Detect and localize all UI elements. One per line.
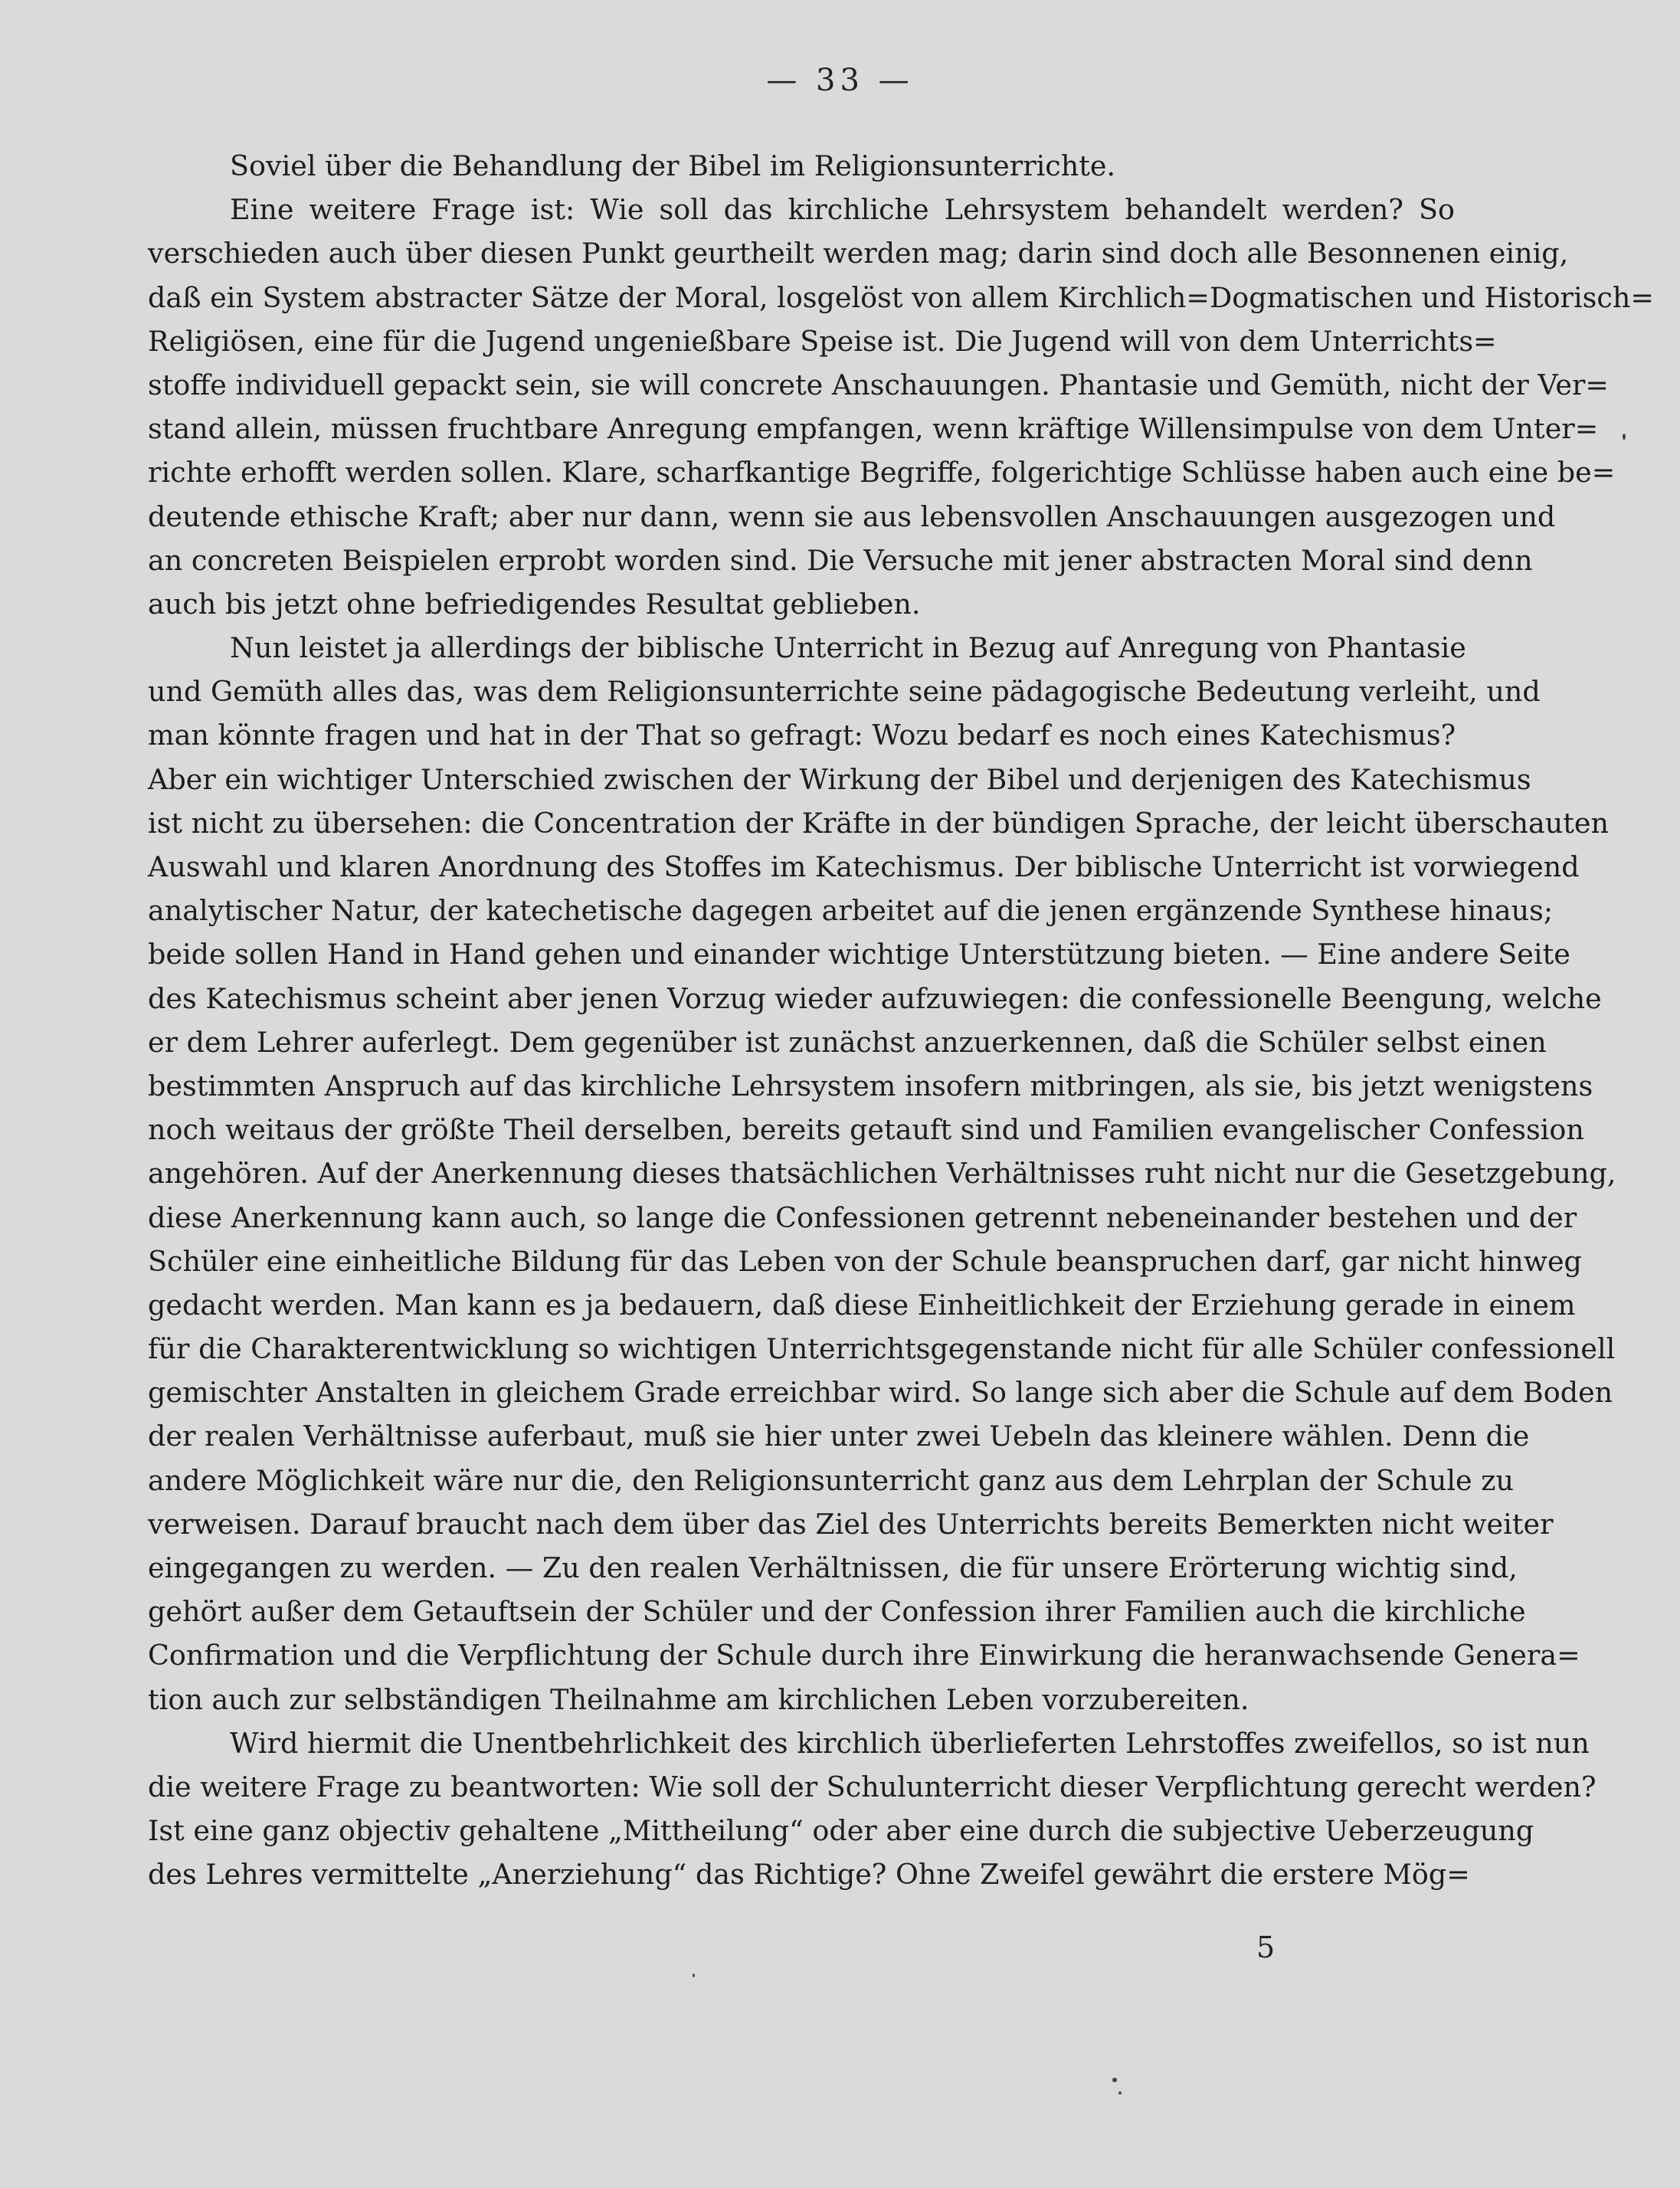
text-line: gemischter Anstalten in gleichem Grade erreichbar wird. So lange sich aber die Schule auf dem Boden — [148, 1376, 1613, 1410]
text-line: stand allein, müssen fruchtbare Anregung empfangen, wenn kräftige Willensimpulse von dem Unter= — [148, 412, 1599, 446]
text-line: Confirmation und die Verpflichtung der Schule durch ihre Einwirkung die heranwachsende Genera= — [148, 1639, 1580, 1672]
text-line: angehören. Auf der Anerkennung dieses thatsächlichen Verhältnisses ruht nicht nur die Gesetzgebung, — [148, 1157, 1616, 1191]
text-line: der realen Verhältnisse auferbaut, muß sie hier unter zwei Uebeln das kleinere wählen. Denn die — [148, 1420, 1530, 1453]
text-line: andere Möglichkeit wäre nur die, den Religionsunterricht ganz aus dem Lehrplan der Schule zu — [148, 1463, 1514, 1497]
text-line: beide sollen Hand in Hand gehen und einander wichtige Unterstützung bieten. — Eine andere Seite — [148, 938, 1570, 971]
page-number: — 33 — — [766, 63, 914, 98]
paper-speck — [1623, 434, 1626, 440]
paper-speck — [1112, 2078, 1117, 2082]
text-line: des Lehres vermittelte „Anerziehung“ das Richtige? Ohne Zweifel gewährt die erstere Mög= — [148, 1858, 1470, 1892]
text-line: Ist eine ganz objectiv gehaltene „Mittheilung“ oder aber eine durch die subjective Ueberzeugung — [148, 1814, 1534, 1848]
text-line: Aber ein wichtiger Unterschied zwischen der Wirkung der Bibel und derjenigen des Katechismus — [148, 762, 1531, 796]
text-line: für die Charakterentwicklung so wichtigen Unterrichtsgegenstande nicht für alle Schüler confessionell — [148, 1332, 1616, 1366]
paper-speck — [693, 1973, 695, 1977]
text-line: gehört außer dem Getauftsein der Schüler und der Confession ihrer Familien auch die kirchliche — [148, 1595, 1526, 1629]
text-line: des Katechismus scheint aber jenen Vorzug wieder aufzuwiegen: die confessionelle Beengung, welche — [148, 981, 1602, 1015]
text-line: die weitere Frage zu beantworten: Wie soll der Schulunterricht dieser Verpflichtung gerecht werden? — [148, 1770, 1596, 1803]
text-line: Auswahl und klaren Anordnung des Stoffes im Katechismus. Der biblische Unterricht ist vorwiegend — [148, 850, 1580, 883]
text-line: auch bis jetzt ohne befriedigendes Resultat geblieben. — [148, 587, 921, 621]
text-line: Schüler eine einheitliche Bildung für das Leben von der Schule beanspruchen darf, gar nicht hinweg — [148, 1244, 1582, 1278]
text-line: Soviel über die Behandlung der Bibel im Religionsunterrichte. — [230, 149, 1116, 182]
text-line: und Gemüth alles das, was dem Religionsunterrichte seine pädagogische Bedeutung verleiht, und — [148, 675, 1541, 709]
text-line: verschieden auch über diesen Punkt geurtheilt werden mag; darin sind doch alle Besonnenen einig, — [148, 237, 1569, 270]
text-line: Nun leistet ja allerdings der biblische Unterricht in Bezug auf Anregung von Phantasie — [230, 631, 1466, 665]
text-line: ist nicht zu übersehen: die Concentration der Kräfte in der bündigen Sprache, der leicht überschauten — [148, 806, 1610, 840]
text-line: gedacht werden. Man kann es ja bedauern, daß diese Einheitlichkeit der Erziehung gerade in einem — [148, 1288, 1576, 1322]
text-line: bestimmten Anspruch auf das kirchliche Lehrsystem insofern mitbringen, als sie, bis jetzt wenigstens — [148, 1069, 1593, 1102]
body-text — [148, 144, 1654, 1897]
text-line: eingegangen zu werden. — Zu den realen Verhältnissen, die für unsere Erörterung wichtig sind, — [148, 1551, 1518, 1584]
signature-mark: 5 — [1256, 1931, 1276, 1964]
text-line: stoffe individuell gepackt sein, sie will concrete Anschauungen. Phantasie und Gemüth, nicht der Ver= — [148, 368, 1610, 401]
paper-speck — [1118, 2091, 1122, 2095]
text-line: analytischer Natur, der katechetische dagegen arbeitet auf die jenen ergänzende Synthese hinaus; — [148, 894, 1554, 928]
text-line: an concreten Beispielen erprobt worden sind. Die Versuche mit jener abstracten Moral sind denn — [148, 543, 1533, 577]
text-line: richte erhofft werden sollen. Klare, scharfkantige Begriffe, folgerichtige Schlüsse haben auch eine be= — [148, 456, 1616, 490]
text-line: tion auch zur selbständigen Theilnahme am kirchlichen Leben vorzubereiten. — [148, 1682, 1249, 1716]
text-line: deutende ethische Kraft; aber nur dann, wenn sie aus lebensvollen Anschauungen ausgezogen und — [148, 500, 1556, 533]
text-line: Religiösen, eine für die Jugend ungenießbare Speise ist. Die Jugend will von dem Unterrichts= — [148, 324, 1497, 358]
text-line: Wird hiermit die Unentbehrlichkeit des kirchlich überlieferten Lehrstoffes zweifellos, so ist nun — [230, 1726, 1590, 1760]
text-line: man könnte fragen und hat in der That so gefragt: Wozu bedarf es noch eines Katechismus? — [148, 719, 1456, 752]
text-line: daß ein System abstracter Sätze der Moral, losgelöst von allem Kirchlich=Dogmatischen und Historisch= — [148, 280, 1654, 314]
text-line: diese Anerkennung kann auch, so lange die Confessionen getrennt nebeneinander bestehen und der — [148, 1200, 1577, 1234]
text-line: Eine weitere Frage ist: Wie soll das kirchliche Lehrsystem behandelt werden? So — [230, 193, 1455, 227]
text-line: noch weitaus der größte Theil derselben, bereits getauft sind und Familien evangelischer Confession — [148, 1113, 1584, 1147]
text-line: er dem Lehrer auferlegt. Dem gegenüber ist zunächst anzuerkennen, daß die Schüler selbst einen — [148, 1025, 1547, 1059]
text-line: verweisen. Darauf braucht nach dem über das Ziel des Unterrichts bereits Bemerkten nicht weiter — [148, 1507, 1554, 1541]
